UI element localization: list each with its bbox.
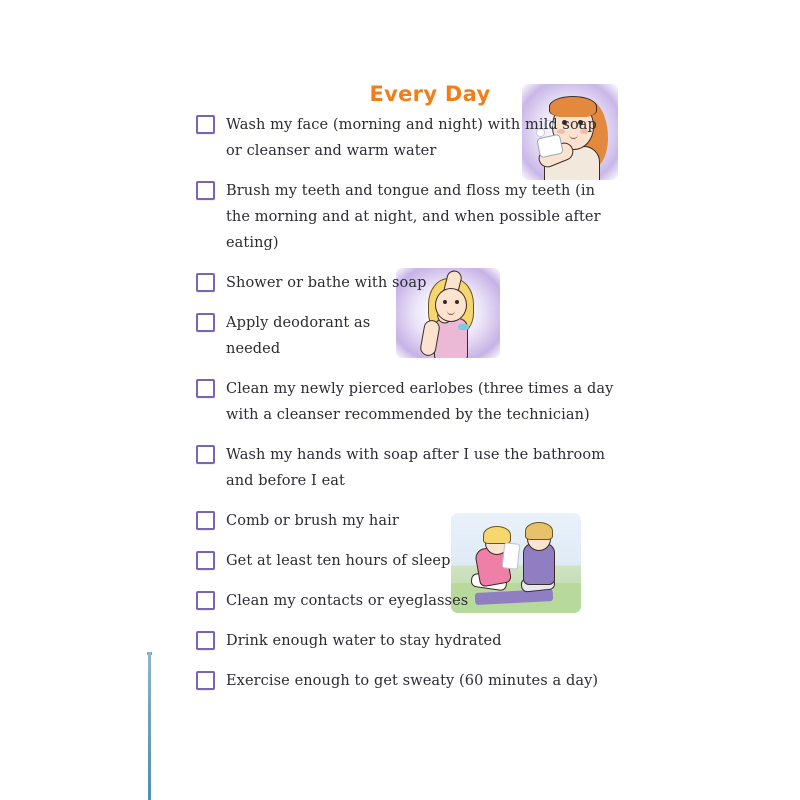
- checklist-item-label: Apply deodorant as needed: [226, 315, 371, 357]
- checklist-item[interactable]: [196, 178, 616, 256]
- checklist-item-label: Clean my contacts or eyeglasses: [226, 593, 469, 609]
- checkbox[interactable]: [196, 511, 215, 530]
- checkbox[interactable]: [196, 671, 215, 690]
- checklist-item-label: Shower or bathe with soap: [226, 275, 427, 291]
- checkbox[interactable]: [196, 445, 215, 464]
- page-spine-line: [148, 652, 151, 800]
- checkbox[interactable]: [196, 591, 215, 610]
- checklist-item[interactable]: [196, 112, 616, 164]
- checklist-item-label: Comb or brush my hair: [226, 513, 399, 529]
- checkbox[interactable]: [196, 631, 215, 650]
- checklist-item[interactable]: [196, 376, 616, 428]
- checklist-item[interactable]: [196, 442, 616, 494]
- checklist-item[interactable]: [196, 508, 616, 534]
- page-title: Every Day: [369, 82, 491, 106]
- checklist-item[interactable]: [196, 588, 616, 614]
- checklist-item[interactable]: [196, 668, 616, 694]
- checklist-item-label: Drink enough water to stay hydrated: [226, 633, 502, 649]
- checklist-item[interactable]: [196, 548, 616, 574]
- checkbox[interactable]: [196, 551, 215, 570]
- checklist-item-label: Wash my face (morning and night) with mild soap or cleanser and warm water: [226, 117, 597, 159]
- checkbox[interactable]: [196, 273, 215, 292]
- checklist-item[interactable]: [196, 310, 616, 362]
- checklist-item-label: Wash my hands with soap after I use the bathroom and before I eat: [226, 447, 606, 489]
- checklist-item-label: Exercise enough to get sweaty (60 minutes a day): [226, 673, 599, 689]
- checkbox[interactable]: [196, 313, 215, 332]
- checklist-item-label: Clean my newly pierced earlobes (three times a day with a cleanser recommended by the technician): [226, 381, 614, 423]
- checkbox[interactable]: [196, 115, 215, 134]
- checklist-item[interactable]: [196, 270, 616, 296]
- checklist-item-label: Get at least ten hours of sleep: [226, 553, 451, 569]
- checklist-item[interactable]: [196, 628, 616, 654]
- checklist: [196, 112, 616, 708]
- checkbox[interactable]: [196, 379, 215, 398]
- checkbox[interactable]: [196, 181, 215, 200]
- checklist-item-label: Brush my teeth and tongue and floss my teeth (in the morning and at night, and when possible after eating): [226, 183, 601, 251]
